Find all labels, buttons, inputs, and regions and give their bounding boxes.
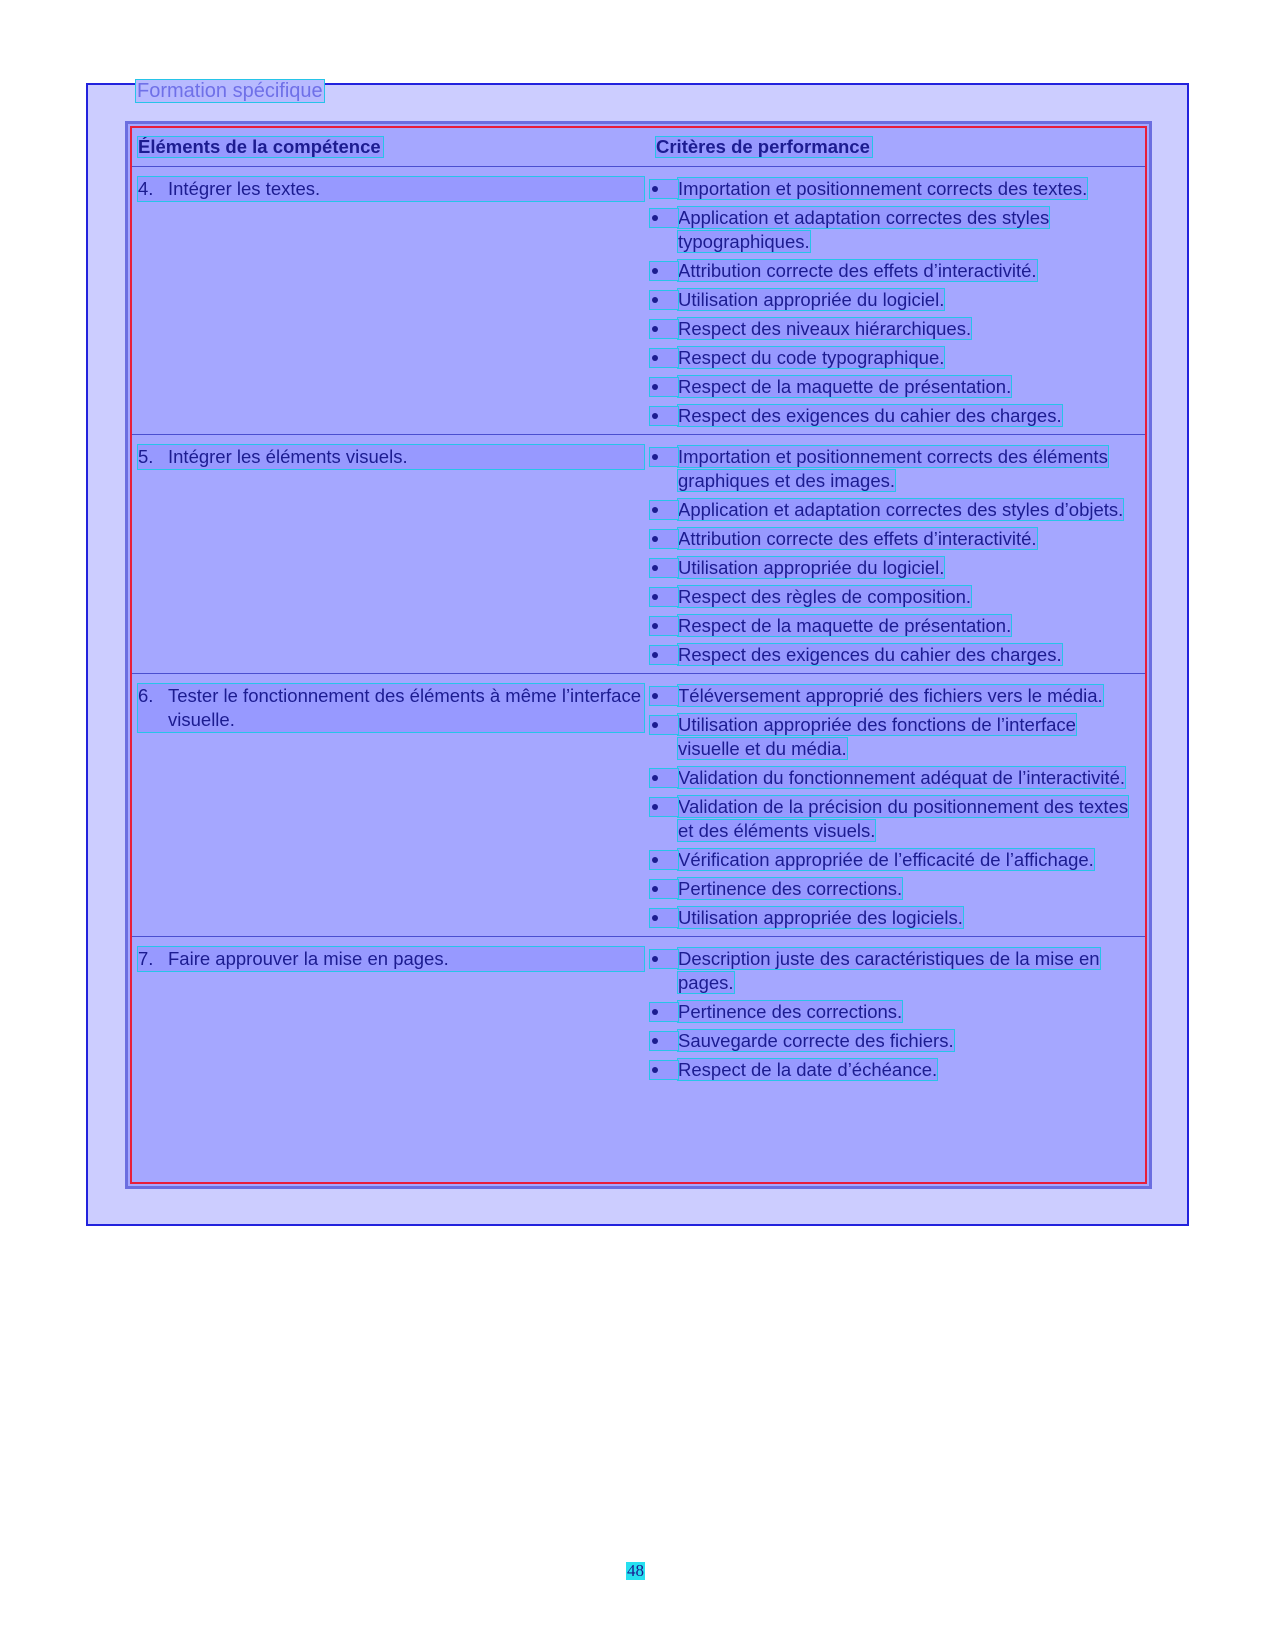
criterion-label: Respect de la maquette de présentation. (678, 615, 1012, 636)
element-number: 4. (138, 178, 154, 199)
criterion-label: Respect du code typographique. (678, 347, 945, 368)
list-item (650, 947, 1145, 995)
list-item (650, 766, 1145, 790)
bullet-icon (650, 950, 678, 968)
bullet-icon (650, 291, 678, 309)
section-frame (86, 80, 1189, 1226)
criterion-text (678, 947, 1145, 995)
element-cell (132, 674, 650, 937)
list-item (650, 877, 1145, 901)
competence-table-frame (125, 121, 1152, 1189)
element-item (138, 177, 644, 201)
criterion-label: Respect des règles de composition. (678, 586, 972, 607)
criterion-text (678, 684, 1145, 708)
list-item (650, 585, 1145, 609)
criterion-text (678, 206, 1145, 254)
element-cell (132, 435, 650, 674)
criterion-label: Respect de la date d’échéance. (678, 1059, 938, 1080)
criterion-label: Respect des exigences du cahier des charges. (678, 405, 1062, 426)
list-item (650, 317, 1145, 341)
criteria-list (650, 177, 1145, 428)
criterion-text (678, 527, 1145, 551)
criterion-text (678, 259, 1145, 283)
criterion-label: Sauvegarde correcte des fichiers. (678, 1030, 954, 1051)
bullet-icon (650, 851, 678, 869)
list-item (650, 288, 1145, 312)
section-title: Formation spécifique (137, 80, 323, 102)
bullet-icon (650, 687, 678, 705)
element-cell (132, 937, 650, 1089)
bullet-icon (650, 378, 678, 396)
bullet-icon (650, 530, 678, 548)
criterion-label: Application et adaptation correctes des styles d’objets. (678, 499, 1124, 520)
criterion-label: Application et adaptation correctes des styles typographiques. (678, 207, 1050, 252)
header-elements (132, 128, 650, 167)
element-text: Intégrer les textes. (168, 178, 321, 199)
list-item (650, 498, 1145, 522)
criterion-label: Validation de la précision du positionnement des textes et des éléments visuels. (678, 796, 1129, 841)
element-text: Faire approuver la mise en pages. (168, 948, 449, 969)
criterion-text (678, 375, 1145, 399)
list-item (650, 375, 1145, 399)
bullet-icon (650, 646, 678, 664)
criterion-text (678, 404, 1145, 428)
criterion-text (678, 906, 1145, 930)
criterion-text (678, 445, 1145, 493)
header-elements-label: Éléments de la compétence (138, 136, 381, 157)
list-item (650, 643, 1145, 667)
criterion-text (678, 614, 1145, 638)
element-number: 6. (138, 685, 154, 706)
bullet-icon (650, 407, 678, 425)
criterion-label: Respect des niveaux hiérarchiques. (678, 318, 972, 339)
criterion-text (678, 288, 1145, 312)
table-row (132, 435, 1145, 674)
bullet-icon (650, 880, 678, 898)
criterion-label: Attribution correcte des effets d’interactivité. (678, 260, 1037, 281)
criterion-text (678, 1058, 1145, 1082)
bullet-icon (650, 1061, 678, 1079)
criteria-cell (650, 167, 1145, 435)
criterion-label: Description juste des caractéristiques de la mise en pages. (678, 948, 1100, 993)
list-item (650, 556, 1145, 580)
bullet-icon (650, 501, 678, 519)
table-row (132, 167, 1145, 435)
list-item (650, 346, 1145, 370)
list-item (650, 906, 1145, 930)
criterion-text (678, 1029, 1145, 1053)
table-row (132, 937, 1145, 1089)
criterion-text (678, 177, 1145, 201)
list-item (650, 684, 1145, 708)
bullet-icon (650, 262, 678, 280)
criterion-label: Téléversement approprié des fichiers vers le média. (678, 685, 1103, 706)
list-item (650, 527, 1145, 551)
bullet-icon (650, 349, 678, 367)
competence-table-inner (130, 126, 1147, 1184)
bullet-icon (650, 588, 678, 606)
header-criteria (650, 128, 1145, 167)
criterion-text (678, 713, 1145, 761)
criterion-text (678, 795, 1145, 843)
list-item (650, 1029, 1145, 1053)
criteria-list (650, 947, 1145, 1082)
list-item (650, 1058, 1145, 1082)
list-item (650, 177, 1145, 201)
bullet-icon (650, 448, 678, 466)
criterion-text (678, 766, 1145, 790)
criterion-text (678, 877, 1145, 901)
table-header-row (132, 128, 1145, 167)
criterion-label: Utilisation appropriée du logiciel. (678, 289, 945, 310)
bullet-icon (650, 909, 678, 927)
element-item (138, 947, 644, 971)
criterion-text (678, 848, 1145, 872)
list-item (650, 713, 1145, 761)
bullet-icon (650, 209, 678, 227)
list-item (650, 848, 1145, 872)
criterion-label: Pertinence des corrections. (678, 1001, 903, 1022)
criterion-text (678, 346, 1145, 370)
table-row (132, 674, 1145, 937)
criteria-cell (650, 435, 1145, 674)
bullet-icon (650, 716, 678, 734)
element-item (138, 684, 644, 732)
bullet-icon (650, 320, 678, 338)
bullet-icon (650, 180, 678, 198)
criterion-label: Pertinence des corrections. (678, 878, 903, 899)
criterion-label: Attribution correcte des effets d’interactivité. (678, 528, 1037, 549)
criteria-cell (650, 937, 1145, 1089)
criteria-cell (650, 674, 1145, 937)
criterion-label: Respect de la maquette de présentation. (678, 376, 1012, 397)
criterion-label: Validation du fonctionnement adéquat de l’interactivité. (678, 767, 1126, 788)
element-text: Intégrer les éléments visuels. (168, 446, 408, 467)
bullet-icon (650, 798, 678, 816)
criterion-text (678, 556, 1145, 580)
bullet-icon (650, 1003, 678, 1021)
criteria-list (650, 445, 1145, 667)
criterion-label: Importation et positionnement corrects des textes. (678, 178, 1088, 199)
list-item (650, 206, 1145, 254)
criterion-text (678, 1000, 1145, 1024)
criterion-text (678, 643, 1145, 667)
list-item (650, 614, 1145, 638)
criterion-label: Respect des exigences du cahier des charges. (678, 644, 1062, 665)
criterion-label: Utilisation appropriée du logiciel. (678, 557, 945, 578)
criteria-list (650, 684, 1145, 930)
element-number: 5. (138, 446, 154, 467)
criterion-text (678, 585, 1145, 609)
list-item (650, 259, 1145, 283)
header-criteria-label: Critères de performance (656, 136, 870, 157)
bullet-icon (650, 559, 678, 577)
bullet-icon (650, 1032, 678, 1050)
list-item (650, 404, 1145, 428)
criterion-label: Importation et positionnement corrects des éléments graphiques et des images. (678, 446, 1108, 491)
list-item (650, 1000, 1145, 1024)
page-number: 48 (627, 1561, 644, 1580)
criterion-label: Utilisation appropriée des logiciels. (678, 907, 963, 928)
element-cell (132, 167, 650, 435)
list-item (650, 795, 1145, 843)
bullet-icon (650, 617, 678, 635)
competence-table (132, 128, 1145, 1088)
element-text: Tester le fonctionnement des éléments à même l’interface visuelle. (168, 685, 642, 730)
criterion-text (678, 498, 1145, 522)
criterion-text (678, 317, 1145, 341)
element-number: 7. (138, 948, 154, 969)
bullet-icon (650, 769, 678, 787)
element-item (138, 445, 644, 469)
criterion-label: Utilisation appropriée des fonctions de l’interface visuelle et du média. (678, 714, 1076, 759)
criterion-label: Vérification appropriée de l’efficacité de l’affichage. (678, 849, 1094, 870)
table-body (132, 167, 1145, 1089)
list-item (650, 445, 1145, 493)
